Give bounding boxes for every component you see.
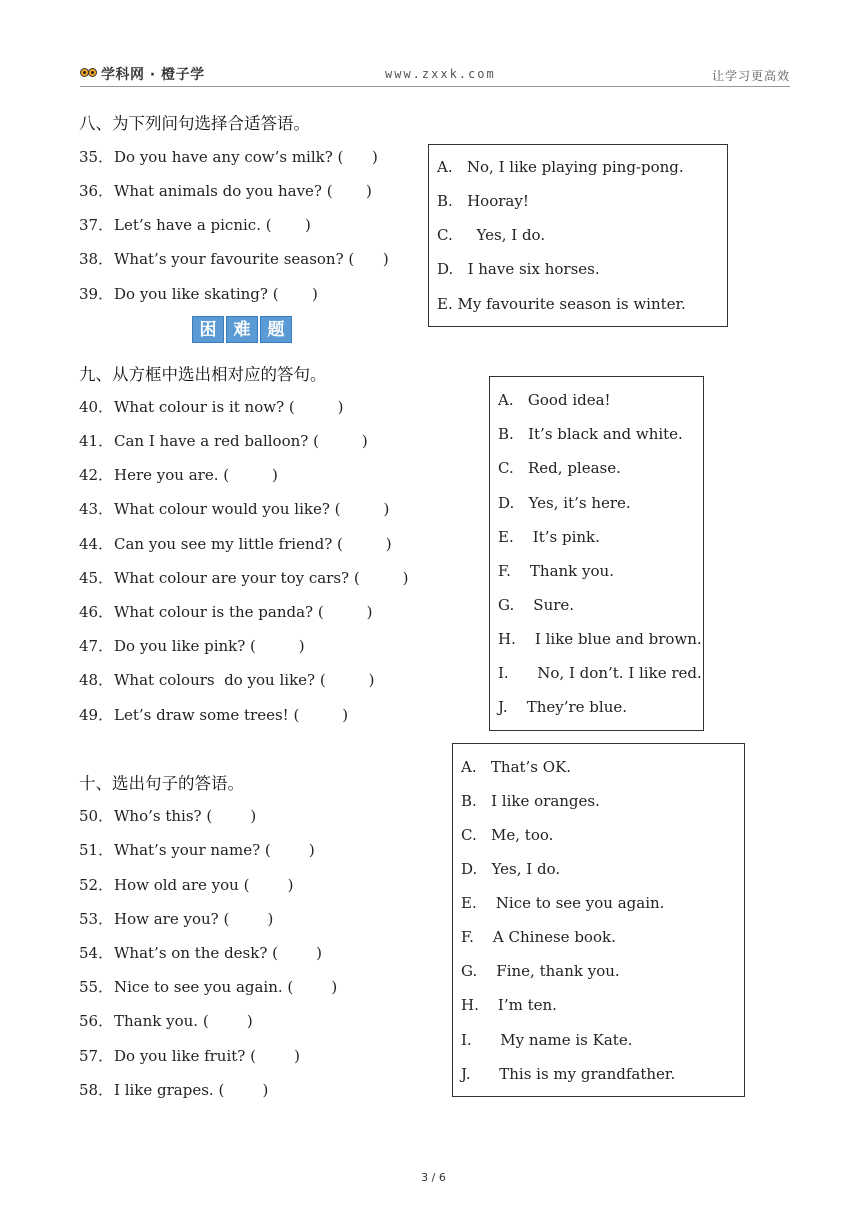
question-item: [79, 1045, 300, 1066]
question-text: Let’s draw some trees! ( ): [114, 706, 349, 724]
answer-option: F. A Chinese book.: [461, 928, 616, 946]
question-text: Here you are. ( ): [114, 466, 278, 484]
question-text: Do you have any cow’s milk? ( ): [114, 148, 378, 166]
question-text: Who’s this? ( ): [114, 807, 257, 825]
question-number: 50．: [79, 807, 114, 825]
question-text: What colour is the panda? ( ): [114, 603, 373, 621]
question-text: How old are you ( ): [114, 876, 294, 894]
question-item: [79, 874, 293, 895]
question-item: [79, 146, 378, 167]
answer-option: H. I like blue and brown.: [498, 630, 702, 648]
question-item: [79, 635, 305, 656]
question-item: [79, 248, 389, 269]
answer-option: J. This is my grandfather.: [461, 1065, 676, 1083]
answer-option: D. Yes, I do.: [461, 860, 561, 878]
question-text: Can you see my little friend? ( ): [114, 535, 392, 553]
badge-char: 困: [192, 316, 224, 343]
page-header: [80, 62, 790, 87]
question-number: 55．: [79, 978, 114, 996]
answer-option: A. That’s OK.: [461, 758, 572, 776]
question-number: 58．: [79, 1081, 114, 1099]
answer-option: C. Red, please.: [498, 459, 621, 477]
question-number: 35．: [79, 148, 114, 166]
section-title: 十、选出句子的答语。: [79, 774, 244, 793]
question-number: 36．: [79, 182, 114, 200]
question-text: Let’s have a picnic. ( ): [114, 216, 311, 234]
question-item: [79, 942, 322, 963]
question-item: [79, 533, 392, 554]
answer-option: A. Good idea!: [498, 391, 611, 409]
question-number: 56．: [79, 1012, 114, 1030]
question-text: What animals do you have? ( ): [114, 182, 372, 200]
question-item: [79, 464, 278, 485]
question-item: [79, 908, 273, 929]
question-text: Can I have a red balloon? ( ): [114, 432, 368, 450]
question-text: Nice to see you again. ( ): [114, 978, 338, 996]
question-number: 53．: [79, 910, 114, 928]
badge-char: 题: [260, 316, 292, 343]
answer-option: E. My favourite season is winter.: [437, 295, 686, 313]
question-number: 48．: [79, 671, 114, 689]
question-item: [79, 669, 374, 690]
question-number: 49．: [79, 706, 114, 724]
question-number: 57．: [79, 1047, 114, 1065]
question-number: 47．: [79, 637, 114, 655]
question-number: 40．: [79, 398, 114, 416]
question-item: [79, 1010, 253, 1031]
question-item: [79, 839, 315, 860]
site-url: www.zxxk.com: [385, 67, 496, 81]
answer-option: F. Thank you.: [498, 562, 614, 580]
question-number: 54．: [79, 944, 114, 962]
question-text: Thank you. ( ): [114, 1012, 253, 1030]
question-text: What colour is it now? ( ): [114, 398, 344, 416]
question-text: What’s your favourite season? ( ): [114, 250, 389, 268]
answer-option: D. Yes, it’s here.: [498, 494, 631, 512]
question-number: 38．: [79, 250, 114, 268]
logo: [80, 64, 205, 84]
answer-option: I. My name is Kate.: [461, 1031, 633, 1049]
answer-option: B. Hooray!: [437, 192, 529, 210]
question-item: [79, 704, 348, 725]
section-title: 九、从方框中选出相对应的答句。: [79, 365, 327, 384]
badge-char: 难: [226, 316, 258, 343]
question-number: 52．: [79, 876, 114, 894]
question-item: [79, 567, 408, 588]
logo-text: 学科网 · 橙子学: [101, 67, 205, 83]
answer-option: G. Fine, thank you.: [461, 962, 620, 980]
page-number: 3 / 6: [421, 1171, 446, 1184]
answer-option: B. I like oranges.: [461, 792, 600, 810]
question-item: [79, 430, 368, 451]
question-text: What colour would you like? ( ): [114, 500, 390, 518]
answer-option: E. Nice to see you again.: [461, 894, 665, 912]
section-title: 八、为下列问句选择合适答语。: [79, 114, 310, 133]
question-text: What’s your name? ( ): [114, 841, 315, 859]
question-text: Do you like fruit? ( ): [114, 1047, 300, 1065]
answer-option: G. Sure.: [498, 596, 575, 614]
question-item: [79, 498, 389, 519]
answer-option: E. It’s pink.: [498, 528, 600, 546]
question-item: [79, 396, 344, 417]
question-item: [79, 180, 372, 201]
question-number: 46．: [79, 603, 114, 621]
difficulty-badge: [192, 316, 292, 343]
question-item: [79, 805, 256, 826]
slogan: 让学习更高效: [711, 69, 790, 83]
answer-option: J. They’re blue.: [498, 698, 627, 716]
answer-option: D. I have six horses.: [437, 260, 600, 278]
answer-option: A. No, I like playing ping-pong.: [437, 158, 684, 176]
question-number: 51．: [79, 841, 114, 859]
question-text: Do you like skating? ( ): [114, 285, 318, 303]
answer-option: I. No, I don’t. I like red.: [498, 664, 702, 682]
question-text: What colour are your toy cars? ( ): [114, 569, 409, 587]
answer-option: H. I’m ten.: [461, 996, 557, 1014]
question-number: 43．: [79, 500, 114, 518]
question-number: 44．: [79, 535, 114, 553]
question-number: 45．: [79, 569, 114, 587]
answer-option: B. It’s black and white.: [498, 425, 683, 443]
answer-option: C. Yes, I do.: [437, 226, 546, 244]
question-text: I like grapes. ( ): [114, 1081, 269, 1099]
question-text: Do you like pink? ( ): [114, 637, 305, 655]
question-number: 37．: [79, 216, 114, 234]
question-text: How are you? ( ): [114, 910, 274, 928]
question-text: What’s on the desk? ( ): [114, 944, 323, 962]
question-number: 42．: [79, 466, 114, 484]
question-item: [79, 283, 318, 304]
question-item: [79, 1079, 268, 1100]
logo-icon: [80, 67, 98, 81]
question-item: [79, 601, 372, 622]
answer-option: C. Me, too.: [461, 826, 554, 844]
question-item: [79, 976, 337, 997]
question-number: 39．: [79, 285, 114, 303]
question-number: 41．: [79, 432, 114, 450]
question-text: What colours do you like? ( ): [114, 671, 375, 689]
question-item: [79, 214, 311, 235]
